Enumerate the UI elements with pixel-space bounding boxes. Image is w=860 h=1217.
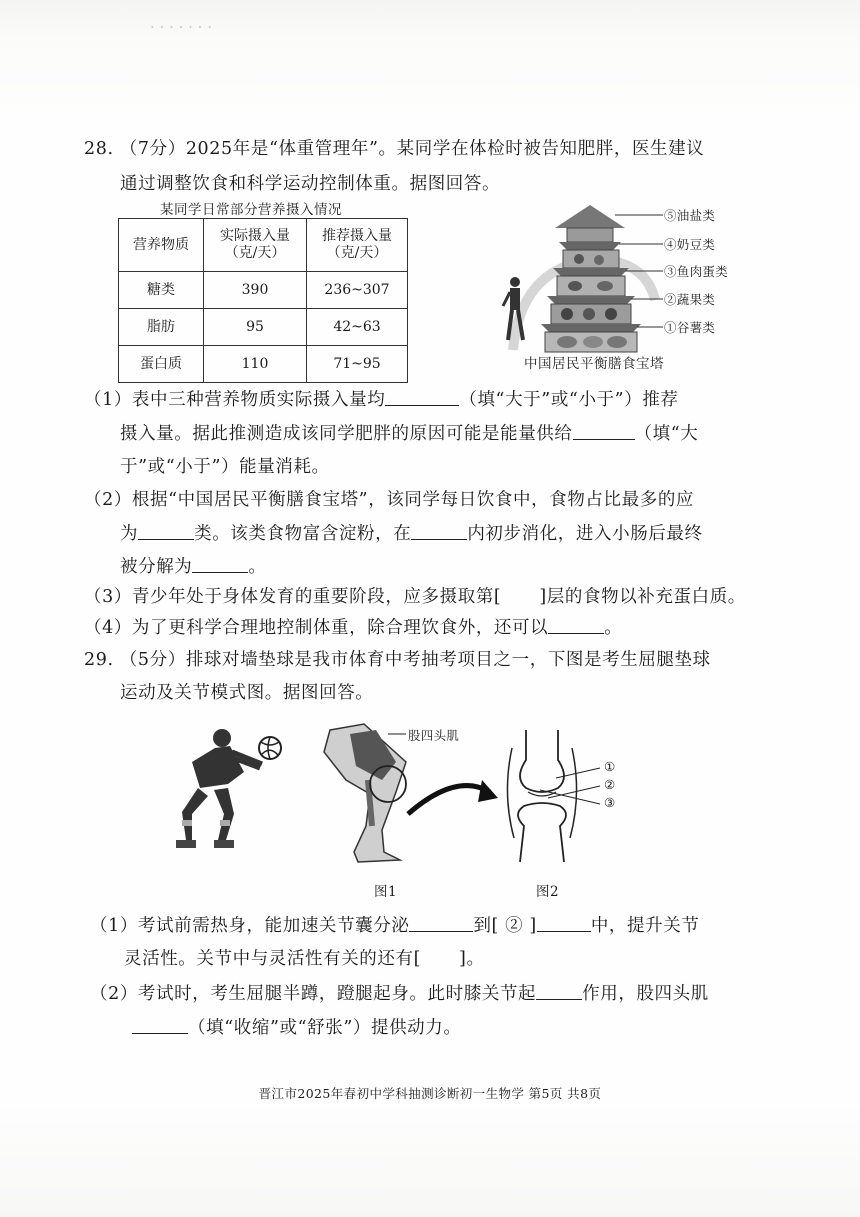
q28-part1-line3: 于”或“小于”）能量消耗。 (120, 457, 330, 477)
table-cell-actual: 390 (204, 272, 307, 309)
answer-blank[interactable] (411, 524, 467, 540)
table-cell-recommended: 71~95 (307, 346, 408, 383)
leader-line (540, 790, 600, 804)
page-footer: 晋江市2025年春初中学科抽测诊断初一生物学 第5页 共8页 (258, 1086, 602, 1101)
q28-part4: （4）为了更科学合理地控制体重，除合理饮食外，还可以 。 (84, 618, 623, 638)
q28-stem-line1: 28. （7分）2025年是“体重管理年”。某同学在体检时被告知肥胖，医生建议 (84, 139, 705, 159)
answer-blank[interactable] (138, 524, 194, 540)
pyramid-food-icon (583, 336, 603, 348)
tower-caption: 中国居民平衡膳食宝塔 (524, 356, 664, 372)
arrow-icon (408, 786, 490, 814)
table-cell-recommended: 236~307 (307, 272, 408, 309)
volleyball-player-icon (176, 729, 262, 848)
q28-part1-line2: 摄入量。据此推测造成该同学肥胖的原因可能是能量供给 （填“大 (120, 424, 699, 444)
pyramid-food-icon (574, 254, 584, 264)
table-cell-actual: 110 (204, 346, 307, 383)
tower-label-1: ①谷薯类 (664, 320, 716, 335)
figure-2-caption: 图2 (536, 884, 560, 900)
table-row (119, 346, 408, 383)
table-header-actual: 实际摄入量 （克/天） (204, 219, 307, 272)
answer-blank[interactable] (409, 916, 473, 932)
q29-stem-line2: 运动及关节模式图。据图回答。 (120, 683, 374, 703)
q28-part3: （3）青少年处于身体发育的重要阶段，应多摄取第[ ]层的食物以补充蛋白质。 (84, 587, 746, 607)
food-pyramid-figure (495, 200, 665, 355)
joint-lower-bone (518, 803, 566, 862)
muscle-label: 股四头肌 (408, 728, 460, 743)
joint-label-1: ① (604, 759, 616, 774)
table-row (119, 309, 408, 346)
q28-stem-line2: 通过调整饮食和科学运动控制体重。据图回答。 (120, 174, 501, 194)
table-cell-nutrient: 脂肪 (119, 309, 204, 346)
tower-label-4: ④奶豆类 (664, 237, 716, 252)
answer-blank[interactable] (537, 916, 591, 932)
q29-stem-line1: 29. （5分）排球对墙垫球是我市体育中考抽考项目之一，下图是考生屈腿垫球 (84, 650, 711, 670)
answer-blank[interactable] (132, 1018, 188, 1034)
nutrition-table-title: 某同学日常部分营养摄入情况 (160, 202, 342, 218)
table-cell-nutrient: 糖类 (119, 272, 204, 309)
table-cell-actual: 95 (204, 309, 307, 346)
pyramid-eave-5 (559, 242, 621, 250)
pyramid-layer-3 (557, 276, 625, 296)
q28-part1-line1: （1）表中三种营养物质实际摄入量均 （填“大于”或“小于”）推荐 (84, 390, 679, 410)
table-row (119, 272, 408, 309)
q29-part2-line1: （2）考试时，考生屈腿半蹲，蹬腿起身。此时膝关节起 作用，股四头肌 (90, 984, 709, 1004)
pyramid-layer-4 (563, 250, 619, 268)
pyramid-food-icon (557, 336, 577, 348)
pyramid-eave-2 (541, 324, 641, 332)
tower-label-3: ③鱼肉蛋类 (664, 264, 729, 279)
q29-part2-line2: （填“收缩”或“舒张”）提供动力。 (132, 1014, 462, 1039)
figure-1-volleyball (170, 722, 500, 872)
pyramid-food-icon (594, 255, 604, 265)
q28-part2-line3: 被分解为 。 (120, 557, 267, 577)
joint-capsule (507, 748, 576, 838)
pyramid-food-icon (561, 308, 573, 320)
pyramid-food-icon (607, 336, 627, 348)
answer-blank[interactable] (192, 557, 248, 573)
answer-blank[interactable] (548, 618, 604, 634)
table-cell-nutrient: 蛋白质 (119, 346, 204, 383)
joint-label-2: ② (604, 777, 616, 792)
pyramid-layer-5 (567, 228, 613, 242)
joint-upper-bone (520, 730, 564, 792)
q28-part2-line1: （2）根据“中国居民平衡膳食宝塔”，该同学每日饮食中，食物占比最多的应 (84, 490, 695, 510)
q29-part1-line2: 灵活性。关节中与灵活性有关的还有[ ]。 (124, 949, 485, 969)
table-header-nutrient: 营养物质 (119, 219, 204, 272)
q29-part1-line1: （1）考试前需热身，能加速关节囊分泌 到[ ② ] 中，提升关节 (90, 916, 700, 936)
tower-label-5: ⑤油盐类 (664, 208, 716, 223)
bleed-through-text: · · · · · · · (150, 18, 212, 36)
arrowhead-icon (478, 780, 498, 802)
table-cell-recommended: 42~63 (307, 309, 408, 346)
pyramid-eave-3 (547, 296, 635, 304)
pyramid-food-icon (583, 308, 595, 320)
pyramid-food-icon (597, 281, 613, 291)
joint-label-3: ③ (604, 795, 616, 810)
answer-blank[interactable] (385, 390, 459, 406)
figure-1-caption: 图1 (374, 884, 398, 900)
table-header-row (119, 219, 408, 272)
tower-label-2: ②蔬果类 (664, 292, 716, 307)
answer-blank[interactable] (573, 424, 635, 440)
pyramid-eave-4 (553, 268, 629, 276)
answer-blank[interactable] (536, 984, 582, 1000)
table-header-recommended: 推荐摄入量 （克/天） (307, 219, 408, 272)
leg-anatomy-icon (324, 724, 406, 862)
q28-part2-line2: 为 类。该类食物富含淀粉，在 内初步消化，进入小肠后最终 (120, 524, 703, 544)
volleyball-icon (259, 737, 281, 759)
pyramid-roof (555, 205, 625, 228)
nutrition-table (118, 218, 408, 383)
figure-2-joint (506, 730, 616, 870)
pyramid-food-icon (605, 308, 617, 320)
pyramid-food-icon (568, 281, 582, 291)
